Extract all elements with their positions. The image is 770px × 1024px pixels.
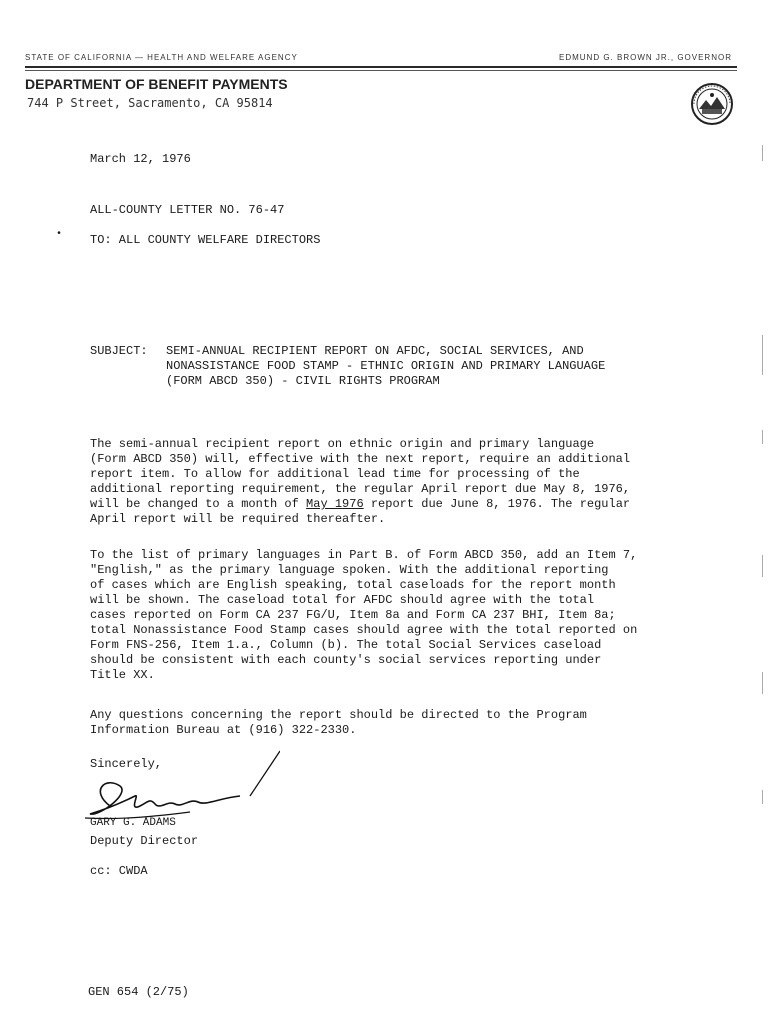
department-name: DEPARTMENT OF BENEFIT PAYMENTS <box>25 76 288 92</box>
form-number: GEN 654 (2/75) <box>88 985 189 999</box>
paragraph-line: report item. To allow for additional lead time for processing of the <box>90 467 580 481</box>
subject-line: (FORM ABCD 350) - CIVIL RIGHTS PROGRAM <box>166 374 440 388</box>
governor-line: EDMUND G. BROWN JR., GOVERNOR <box>558 53 732 62</box>
letter-date: March 12, 1976 <box>90 152 191 166</box>
handwritten-signature <box>80 746 280 826</box>
body-paragraph-3 <box>90 708 680 738</box>
header-rule <box>25 66 737 68</box>
subject-line: SEMI-ANNUAL RECIPIENT REPORT ON AFDC, SOCIAL SERVICES, AND <box>166 344 584 358</box>
closing: Sincerely, <box>90 757 163 771</box>
paragraph-line: April report will be required thereafter. <box>90 512 386 526</box>
paragraph-line: Title XX. <box>90 668 155 682</box>
department-address: 744 P Street, Sacramento, CA 95814 <box>27 96 273 110</box>
paragraph-line: Form FNS-256, Item 1.a., Column (b). The total Social Services caseload <box>90 638 602 652</box>
paragraph-line: (Form ABCD 350) will, effective with the next report, require an additional <box>90 452 631 466</box>
paragraph-line <box>90 497 680 512</box>
paragraph-line-part: report due June 8, 1976. The regular <box>363 497 631 511</box>
paragraph-line: should be consistent with each county's social services reporting under <box>90 653 602 667</box>
paragraph-line: Any questions concerning the report should be directed to the Program <box>90 708 587 722</box>
state-seal-icon <box>690 82 734 126</box>
margin-mark <box>762 145 763 161</box>
header-rule-thin <box>25 70 737 71</box>
paragraph-line: additional reporting requirement, the regular April report due May 8, 1976, <box>90 482 631 496</box>
state-agency-line: STATE OF CALIFORNIA — HEALTH AND WELFARE AGENCY <box>25 53 298 62</box>
signer-title: Deputy Director <box>90 834 199 848</box>
subject-text <box>166 344 666 389</box>
bullet-mark: • <box>56 229 63 240</box>
paragraph-line: cases reported on Form CA 237 FG/U, Item 8a and Form CA 237 BHI, Item 8a; <box>90 608 616 622</box>
subject-line: NONASSISTANCE FOOD STAMP - ETHNIC ORIGIN AND PRIMARY LANGUAGE <box>166 359 606 373</box>
paragraph-line-part: will be changed to a month of <box>90 497 307 511</box>
paragraph-line: Information Bureau at (916) 322-2330. <box>90 723 357 737</box>
recipient-line: TO: ALL COUNTY WELFARE DIRECTORS <box>90 233 321 247</box>
all-county-letter-number: ALL-COUNTY LETTER NO. 76-47 <box>90 203 285 217</box>
margin-mark <box>762 430 763 444</box>
body-paragraph-2 <box>90 548 680 683</box>
body-paragraph-1 <box>90 437 680 527</box>
paragraph-line: The semi-annual recipient report on ethnic origin and primary language <box>90 437 595 451</box>
paragraph-line: "English," as the primary language spoken. With the additional reporting <box>90 563 609 577</box>
margin-mark <box>762 790 763 804</box>
margin-mark <box>762 672 763 694</box>
underlined-date: May 1976 <box>306 497 364 511</box>
paragraph-line: of cases which are English speaking, total caseloads for the report month <box>90 578 616 592</box>
carbon-copy-line: cc: CWDA <box>90 864 148 878</box>
margin-mark <box>762 335 763 375</box>
subject-label: SUBJECT: <box>90 344 148 358</box>
margin-mark <box>762 555 763 577</box>
signer-name: GARY G. ADAMS <box>90 817 176 829</box>
paragraph-line: To the list of primary languages in Part B. of Form ABCD 350, add an Item 7, <box>90 548 638 562</box>
paragraph-line: total Nonassistance Food Stamp cases should agree with the total reported on <box>90 623 638 637</box>
paragraph-line: will be shown. The caseload total for AFDC should agree with the total <box>90 593 595 607</box>
